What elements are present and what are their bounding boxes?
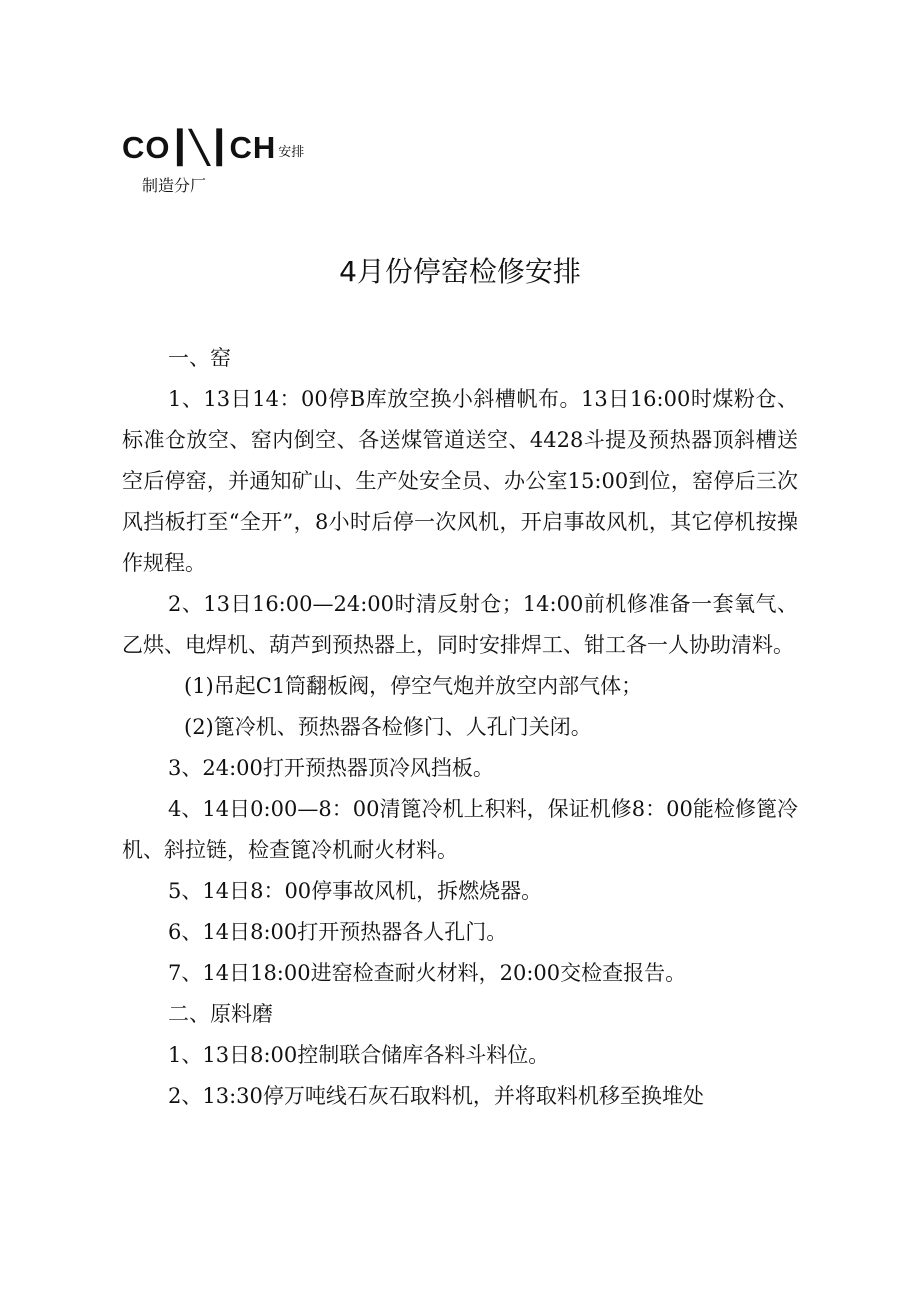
logo-tag: 安排 bbox=[278, 145, 305, 160]
list-item: 1、13日8:00控制联合储库各料斗料位。 bbox=[168, 1043, 550, 1067]
logo-mark: CO┃╲┃CH bbox=[122, 130, 277, 165]
list-item: 4、14日0:00—8：00清篦冷机上积料，保证机修8：00能检修篦冷机、斜拉链，检查篦冷机耐火材料。 bbox=[122, 797, 798, 862]
section-heading: 一、窑 bbox=[168, 346, 231, 370]
list-item: 6、14日8:00打开预热器各人孔门。 bbox=[168, 920, 508, 944]
logo bbox=[122, 128, 304, 168]
list-item: 1、13日14：00停B库放空换小斜槽帆布。13日16:00时煤粉仓、标准仓放空、窑内倒空、各送煤管道送空、4428斗提及预热器顶斜槽送空后停窑，并通知矿山、生产处安全员、办公室15:00到位，窑停后三次风挡板打至“全开”，8小时后停一次风机，开启事故风机，其它停机按操作规程。 bbox=[122, 387, 798, 575]
department-subtitle: 制造分厂 bbox=[142, 176, 207, 195]
sub-list-item: (2)篦冷机、预热器各检修门、人孔门关闭。 bbox=[184, 715, 592, 739]
section-heading: 二、原料磨 bbox=[168, 1002, 273, 1026]
document-title: 4月份停窑检修安排 bbox=[339, 255, 581, 288]
list-item: 7、14日18:00进窑检查耐火材料，20:00交检查报告。 bbox=[168, 961, 687, 985]
list-item: 3、24:00打开预热器顶冷风挡板。 bbox=[168, 756, 494, 780]
document-body bbox=[122, 338, 798, 1117]
list-item: 2、13:30停万吨线石灰石取料机，并将取料机移至换堆处 bbox=[168, 1084, 704, 1108]
sub-list-item: (1)吊起C1筒翻板阀，停空气炮并放空内部气体； bbox=[184, 674, 643, 698]
list-item: 2、13日16:00—24:00时清反射仓；14:00前机修准备一套氧气、乙烘、电焊机、葫芦到预热器上，同时安排焊工、钳工各一人协助清料。 bbox=[122, 592, 798, 657]
list-item: 5、14日8：00停事故风机，拆燃烧器。 bbox=[168, 879, 543, 903]
